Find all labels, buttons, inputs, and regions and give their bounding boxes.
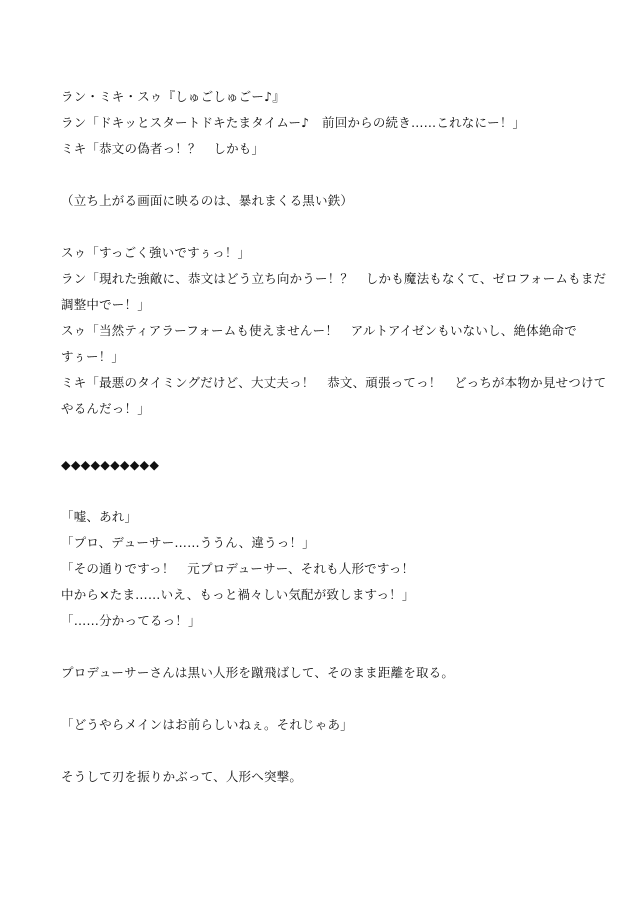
text-line: ラン「現れた強敵に、恭文はどう立ち向かうー！？ しかも魔法もなくて、ゼロフォームもまだ: [61, 271, 607, 286]
text-line: プロデューサーさんは黒い人形を蹴飛ばして、そのまま距離を取る。: [61, 665, 455, 680]
text-line: （立ち上がる画面に映るのは、暴れまくる黒い鉄）: [61, 193, 354, 208]
text-line: 「その通りですっ！ 元プロデューサー、それも人形ですっ！: [61, 561, 415, 576]
text-line: 「プロ、デューサー……ううん、違うっ！」: [61, 535, 315, 550]
text-line: そうして刃を振りかぶって、人形へ突撃。: [61, 769, 303, 784]
text-line: 「どうやらメインはお前らしいねぇ。それじゃあ」: [61, 717, 353, 732]
text-line: スゥ「当然ティアラーフォームも使えませんー！ アルトアイゼンもいないし、絶体絶命で: [61, 323, 577, 338]
text-line: ラン・ミキ・スゥ『しゅごしゅごー♪』: [61, 89, 285, 104]
text-line: ミキ「最悪のタイミングだけど、大丈夫っ！ 恭文、頑張ってっ！ どっちが本物か見せつけて: [61, 375, 607, 390]
text-line: スゥ「すっごく強いですぅっ！」: [61, 245, 251, 260]
text-line: ラン「ドキッとスタートドキたまタイムー♪ 前回からの続き……これなにー！」: [61, 115, 526, 130]
text-line: 「……分かってるっ！」: [61, 613, 201, 628]
text-line: 「嘘、あれ」: [61, 509, 138, 524]
scene-divider: ◆◆◆◆◆◆◆◆◆◆: [61, 457, 160, 472]
text-line: 調整中でー！」: [61, 297, 150, 312]
text-line: 中から×たま……いえ、もっと禍々しい気配が致しますっ！」: [61, 587, 415, 602]
text-line: ミキ「恭文の偽者っ！？ しかも」: [61, 141, 265, 156]
text-line: やるんだっ！」: [61, 401, 150, 416]
text-line: すぅー！」: [61, 349, 125, 364]
